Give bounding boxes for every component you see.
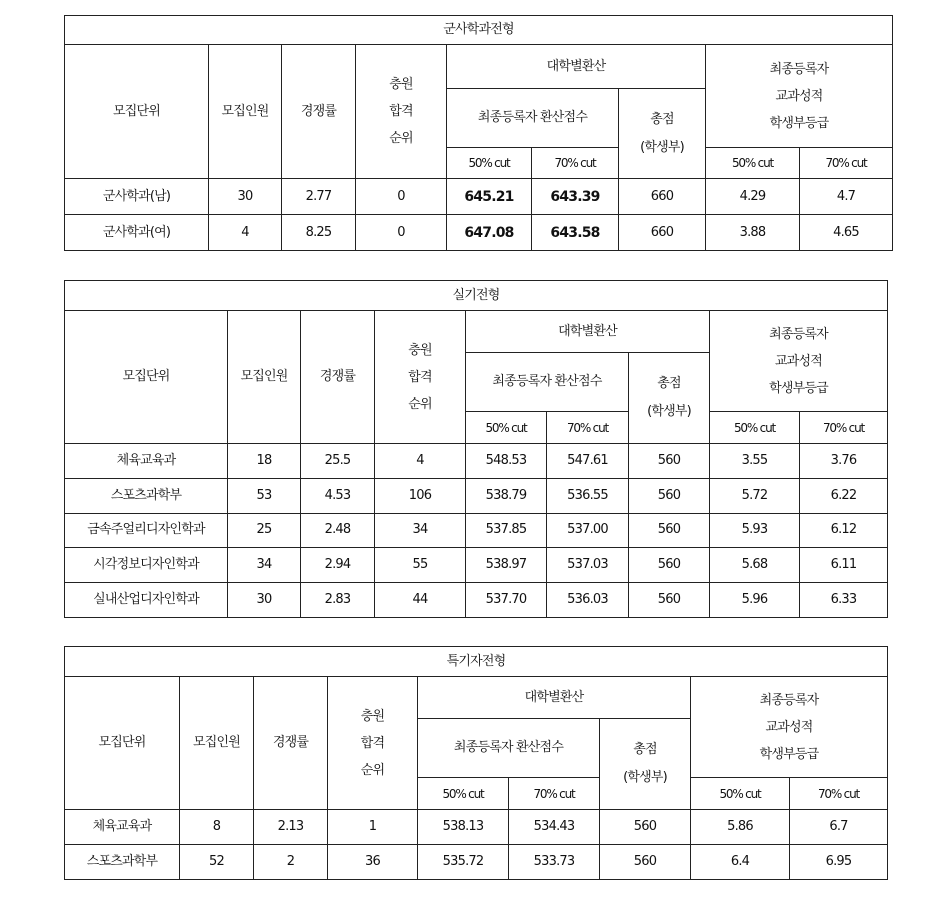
header-final-score: 최종등록자 환산점수 (418, 719, 600, 778)
header-cut70: 70% cut (547, 412, 629, 444)
table-title: 군사학과전형 (65, 16, 893, 45)
cell-ratio: 2.13 (254, 810, 328, 845)
header-quota: 모집인원 (228, 311, 301, 444)
header-line: 총점 (633, 742, 657, 757)
cell-cut70-score: 643.58 (532, 215, 619, 251)
header-line: 충원 (389, 77, 413, 92)
header-rank (328, 677, 418, 810)
header-line: 합격 (360, 735, 385, 751)
header-line: 최종등록자 (769, 326, 828, 342)
cell-grade-cut70: 6.11 (800, 548, 888, 583)
cell-ratio: 8.25 (282, 215, 356, 251)
header-line: 최종등록자 (769, 61, 829, 77)
cell-ratio: 2.48 (301, 513, 375, 548)
cell-ratio: 25.5 (301, 444, 375, 479)
cell-grade-cut70: 6.33 (800, 583, 888, 618)
cell-grade-cut50: 6.4 (691, 845, 790, 880)
header-grade-cut70: 70% cut (800, 412, 888, 444)
cell-total: 560 (629, 583, 710, 618)
cell-total: 560 (629, 548, 710, 583)
table-row (65, 548, 888, 583)
table-title: 실기전형 (65, 281, 888, 311)
cell-cut70-score: 534.43 (509, 810, 600, 845)
cell-ratio: 4.53 (301, 478, 375, 513)
header-total (619, 89, 706, 179)
header-total (600, 719, 691, 810)
header-grade-cut70: 70% cut (800, 148, 893, 179)
cell-unit: 스포츠과학부 (65, 478, 228, 513)
table-row (65, 478, 888, 513)
header-line: 총점 (657, 376, 681, 391)
cell-rank: 4 (375, 444, 466, 479)
cell-ratio: 2.94 (301, 548, 375, 583)
header-line: 합격 (408, 369, 432, 385)
header-quota: 모집인원 (209, 45, 282, 179)
cell-total: 660 (619, 179, 706, 215)
cell-cut50-score: 548.53 (466, 444, 547, 479)
cell-quota: 30 (228, 583, 301, 618)
table-row (65, 215, 893, 251)
header-univ: 대학별환산 (418, 677, 691, 719)
header-rank (356, 45, 447, 179)
cell-cut70-score: 537.00 (547, 513, 629, 548)
header-line: 합격 (389, 104, 413, 119)
header-line: 교과성적 (775, 88, 823, 104)
header-grade (691, 677, 888, 778)
cell-cut70-score: 643.39 (532, 179, 619, 215)
cell-unit: 금속주얼리디자인학과 (65, 513, 228, 548)
header-cut70: 70% cut (509, 778, 600, 810)
header-total (629, 353, 710, 444)
cell-unit: 군사학과(남) (65, 179, 209, 215)
header-grade (706, 45, 893, 148)
cell-rank: 0 (356, 215, 447, 251)
cell-cut50-score: 537.70 (466, 583, 547, 618)
cell-grade-cut70: 6.7 (790, 810, 888, 845)
header-cut70: 70% cut (532, 148, 619, 179)
results-table-1 (64, 280, 888, 618)
cell-cut50-score: 538.97 (466, 548, 547, 583)
cell-grade-cut50: 4.29 (706, 179, 800, 215)
header-line: 학생부등급 (759, 746, 819, 762)
cell-grade-cut70: 6.12 (800, 513, 888, 548)
cell-rank: 0 (356, 179, 447, 215)
results-table-2 (64, 646, 888, 880)
header-grade-cut50: 50% cut (706, 148, 800, 179)
header-unit: 모집단위 (65, 311, 228, 444)
header-line: (학생부) (623, 770, 667, 785)
cell-total: 560 (629, 444, 710, 479)
cell-total: 660 (619, 215, 706, 251)
header-ratio: 경쟁률 (282, 45, 356, 179)
cell-cut70-score: 547.61 (547, 444, 629, 479)
cell-grade-cut50: 3.55 (710, 444, 800, 479)
cell-cut50-score: 645.21 (447, 179, 532, 215)
cell-grade-cut50: 5.93 (710, 513, 800, 548)
cell-unit: 시각정보디자인학과 (65, 548, 228, 583)
cell-grade-cut50: 5.72 (710, 478, 800, 513)
table-title: 특기자전형 (65, 647, 888, 677)
table-row (65, 179, 893, 215)
header-line: 순위 (408, 396, 432, 412)
header-cut50: 50% cut (447, 148, 532, 179)
header-rank (375, 311, 466, 444)
header-unit: 모집단위 (65, 45, 209, 179)
header-line: 최종등록자 (759, 692, 819, 708)
cell-cut70-score: 536.03 (547, 583, 629, 618)
header-line: 순위 (360, 762, 385, 778)
cell-ratio: 2.83 (301, 583, 375, 618)
header-line: 충원 (360, 708, 385, 724)
header-univ: 대학별환산 (447, 45, 706, 89)
cell-unit: 스포츠과학부 (65, 845, 180, 880)
table-row (65, 513, 888, 548)
cell-total: 560 (600, 810, 691, 845)
cell-cut50-score: 538.79 (466, 478, 547, 513)
cell-quota: 34 (228, 548, 301, 583)
cell-cut70-score: 536.55 (547, 478, 629, 513)
header-grade-cut50: 50% cut (710, 412, 800, 444)
cell-grade-cut50: 5.86 (691, 810, 790, 845)
header-quota: 모집인원 (180, 677, 254, 810)
header-line: 학생부등급 (769, 380, 828, 396)
header-cut50: 50% cut (418, 778, 509, 810)
cell-rank: 1 (328, 810, 418, 845)
header-grade-cut50: 50% cut (691, 778, 790, 810)
cell-cut70-score: 533.73 (509, 845, 600, 880)
cell-rank: 55 (375, 548, 466, 583)
cell-quota: 52 (180, 845, 254, 880)
header-cut50: 50% cut (466, 412, 547, 444)
header-line: (학생부) (647, 404, 691, 419)
header-line: 총점 (650, 111, 674, 127)
table-row (65, 583, 888, 618)
cell-unit: 실내산업디자인학과 (65, 583, 228, 618)
cell-rank: 106 (375, 478, 466, 513)
table-row (65, 810, 888, 845)
header-line: 순위 (389, 131, 413, 146)
table-row (65, 444, 888, 479)
cell-quota: 4 (209, 215, 282, 251)
cell-cut70-score: 537.03 (547, 548, 629, 583)
cell-unit: 체육교육과 (65, 810, 180, 845)
cell-unit: 체육교육과 (65, 444, 228, 479)
header-ratio: 경쟁률 (254, 677, 328, 810)
cell-rank: 34 (375, 513, 466, 548)
cell-cut50-score: 535.72 (418, 845, 509, 880)
cell-rank: 36 (328, 845, 418, 880)
header-line: 학생부등급 (769, 115, 829, 131)
cell-rank: 44 (375, 583, 466, 618)
header-final-score: 최종등록자 환산점수 (447, 89, 619, 148)
cell-grade-cut70: 4.7 (800, 179, 893, 215)
cell-quota: 25 (228, 513, 301, 548)
cell-grade-cut70: 4.65 (800, 215, 893, 251)
results-table-0 (64, 15, 893, 251)
cell-grade-cut50: 5.68 (710, 548, 800, 583)
header-final-score: 최종등록자 환산점수 (466, 353, 629, 412)
header-line: (학생부) (640, 139, 684, 155)
cell-cut50-score: 537.85 (466, 513, 547, 548)
header-grade-cut70: 70% cut (790, 778, 888, 810)
cell-grade-cut70: 6.22 (800, 478, 888, 513)
cell-total: 560 (629, 478, 710, 513)
cell-unit: 군사학과(여) (65, 215, 209, 251)
table-row (65, 845, 888, 880)
cell-grade-cut50: 3.88 (706, 215, 800, 251)
cell-grade-cut70: 3.76 (800, 444, 888, 479)
cell-grade-cut70: 6.95 (790, 845, 888, 880)
header-grade (710, 311, 888, 412)
cell-ratio: 2.77 (282, 179, 356, 215)
cell-quota: 8 (180, 810, 254, 845)
cell-total: 560 (629, 513, 710, 548)
header-unit: 모집단위 (65, 677, 180, 810)
cell-quota: 30 (209, 179, 282, 215)
header-line: 교과성적 (774, 353, 823, 369)
header-line: 교과성적 (765, 719, 813, 735)
cell-ratio: 2 (254, 845, 328, 880)
header-ratio: 경쟁률 (301, 311, 375, 444)
cell-cut50-score: 647.08 (447, 215, 532, 251)
header-line: 충원 (408, 342, 432, 358)
header-univ: 대학별환산 (466, 311, 710, 353)
cell-quota: 18 (228, 444, 301, 479)
cell-cut50-score: 538.13 (418, 810, 509, 845)
cell-grade-cut50: 5.96 (710, 583, 800, 618)
cell-total: 560 (600, 845, 691, 880)
cell-quota: 53 (228, 478, 301, 513)
